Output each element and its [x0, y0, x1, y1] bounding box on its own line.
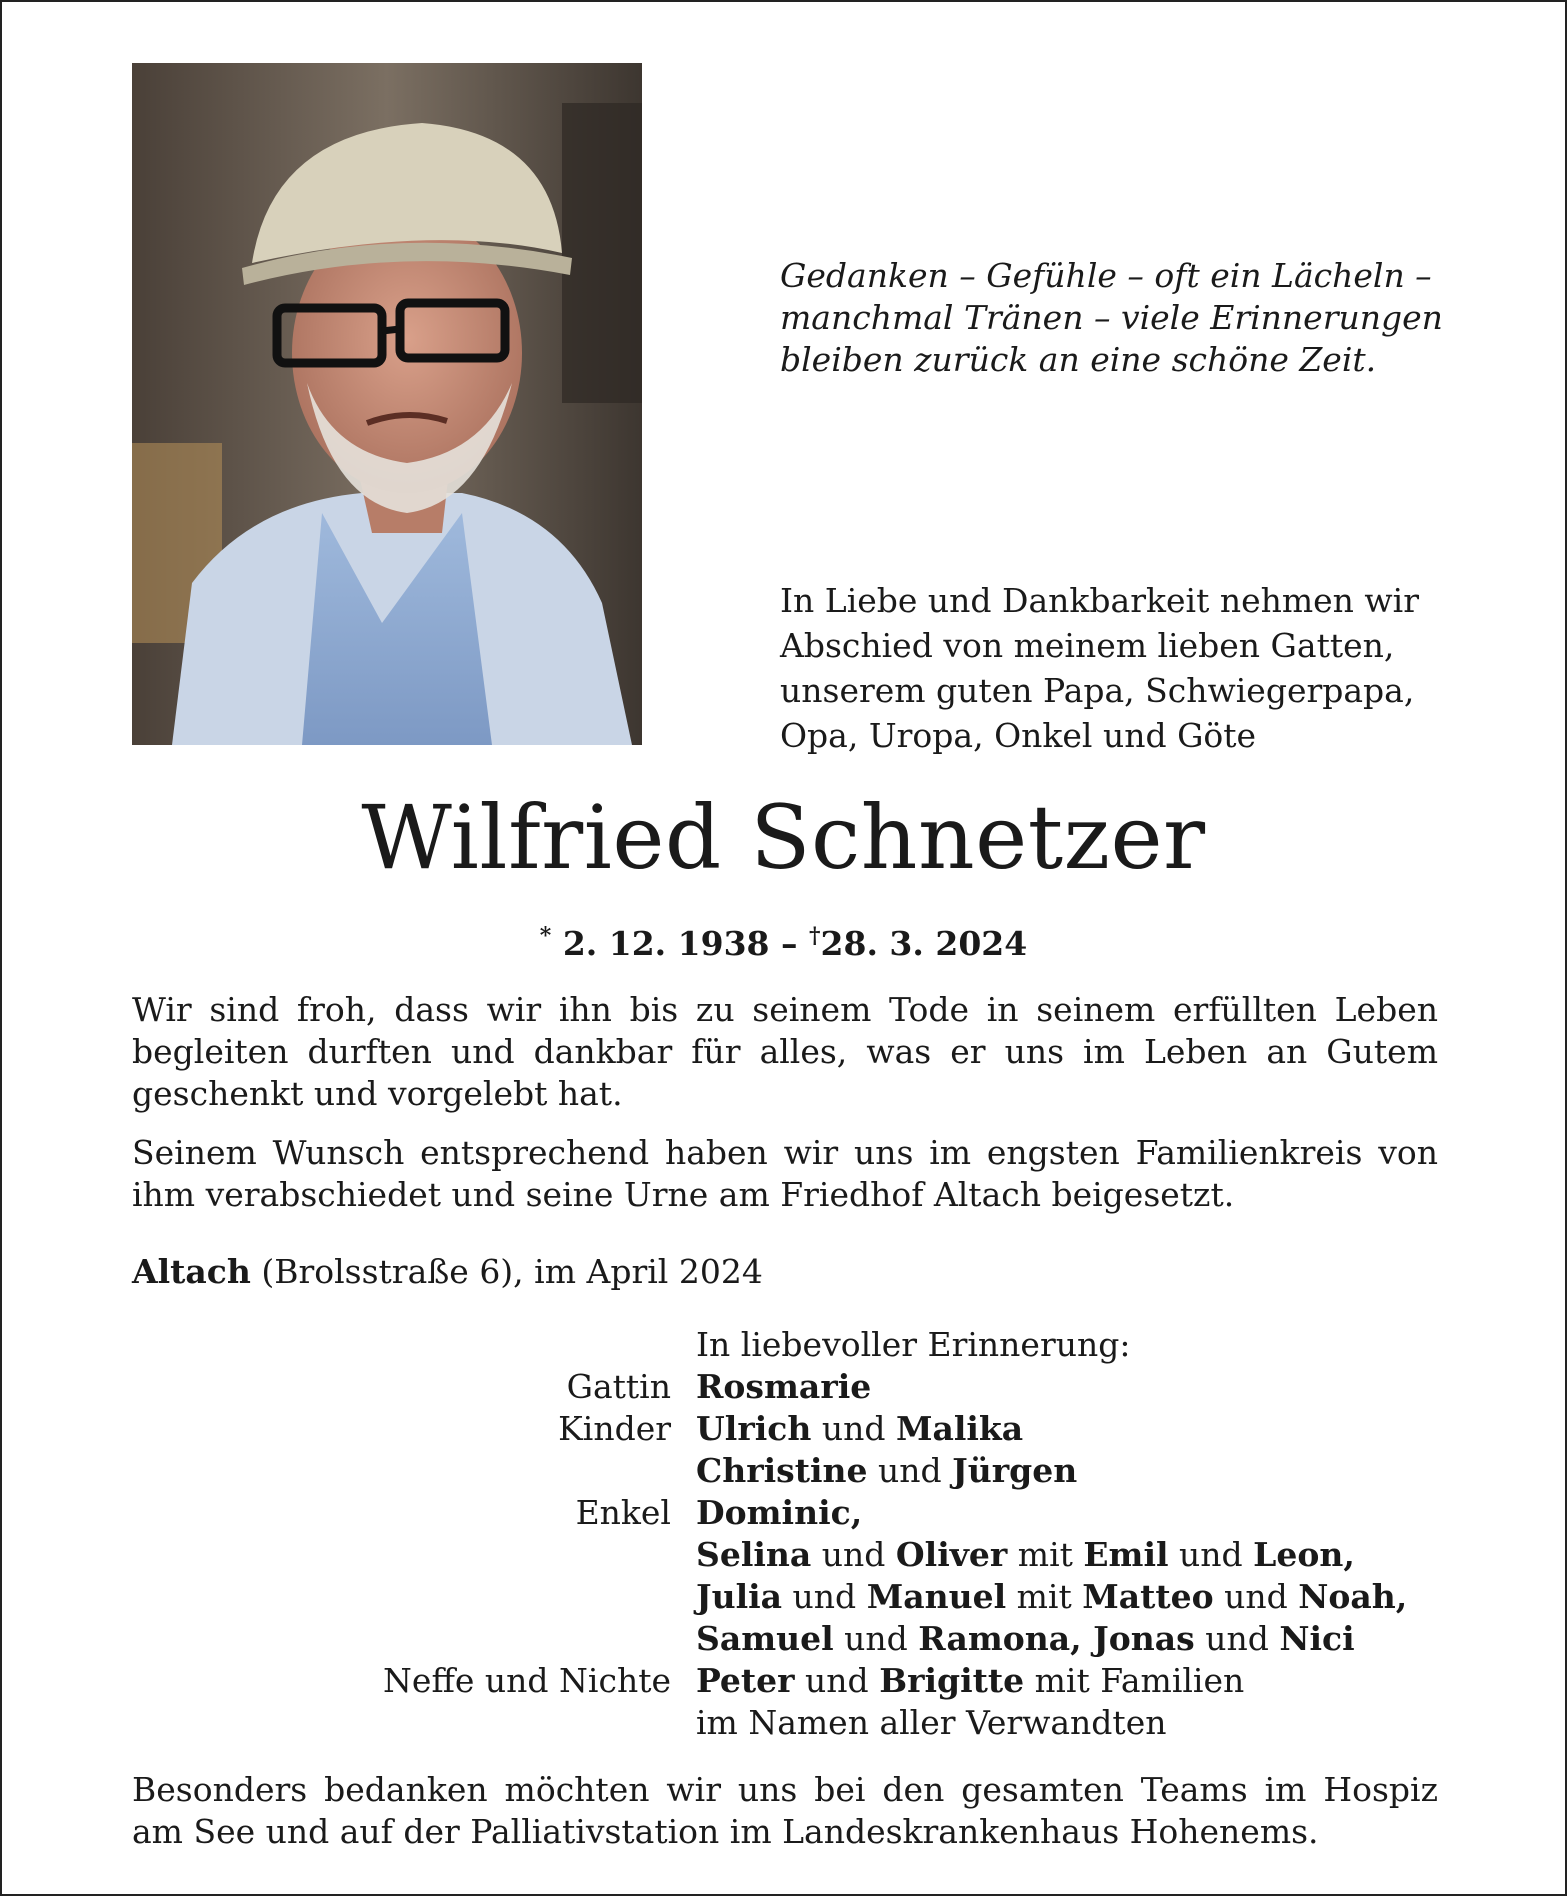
paragraph-line: Besonders bedanken möchten wir uns bei den gesamten Teams im Hospiz — [132, 1770, 1438, 1809]
paragraph-line: Wir sind froh, dass wir ihn bis zu seinem Tode in seinem erfüllten Leben — [132, 990, 1438, 1029]
mourner-names: Peter und Brigitte mit Familien — [696, 1661, 1245, 1700]
mourners-intro: In liebevoller Erinnerung: — [696, 1325, 1131, 1364]
quote-line: bleiben zurück an eine schöne Zeit. — [780, 340, 1377, 379]
farewell-text — [780, 578, 1500, 758]
birth-date: 2. 12. 1938 — [562, 924, 770, 963]
farewell-line: Abschied von meinem lieben Gatten, — [780, 626, 1395, 665]
quote-line: Gedanken – Gefühle – oft ein Lächeln – — [780, 256, 1432, 295]
paragraph-line: ihm verabschiedet und seine Urne am Friedhof Altach beigesetzt. — [132, 1175, 1235, 1214]
birth-symbol: * — [539, 923, 552, 949]
mourner-row-enkel-3 — [2, 1576, 1567, 1618]
mourner-label: Kinder — [558, 1409, 671, 1448]
mourner-row-kinder-2 — [2, 1450, 1567, 1492]
portrait-photo-icon — [132, 63, 642, 745]
mourner-label: Enkel — [575, 1493, 671, 1532]
mourner-names: Julia und Manuel mit Matteo und Noah, — [696, 1577, 1408, 1616]
paragraph-line: geschenkt und vorgelebt hat. — [132, 1074, 623, 1113]
farewell-line: unserem guten Papa, Schwiegerpapa, — [780, 671, 1415, 710]
portrait-photo — [132, 63, 642, 745]
mourner-names: Christine und Jürgen — [696, 1451, 1078, 1490]
mourner-names: Dominic, — [696, 1493, 863, 1532]
paragraph-line: am See und auf der Palliativstation im Landeskrankenhaus Hohenems. — [132, 1812, 1319, 1851]
deceased-name: Wilfried Schnetzer — [361, 786, 1206, 889]
mourner-row-enkel — [2, 1492, 1567, 1534]
mourner-names: Rosmarie — [696, 1367, 872, 1406]
mourner-label: Neffe und Nichte — [383, 1661, 671, 1700]
farewell-line: In Liebe und Dankbarkeit nehmen wir — [780, 581, 1420, 620]
paragraph-gratitude — [132, 989, 1438, 1115]
mourner-row-kinder — [2, 1408, 1567, 1450]
mourner-row-verwandte — [2, 1702, 1567, 1744]
paragraph-thanks — [132, 1769, 1438, 1853]
paragraph-line: Seinem Wunsch entsprechend haben wir uns im engsten Familienkreis von — [132, 1133, 1438, 1172]
quote-line: manchmal Tränen – viele Erinnerungen — [780, 298, 1443, 337]
life-dates — [2, 916, 1565, 964]
mourner-names: Samuel und Ramona, Jonas und Nici — [696, 1619, 1355, 1658]
mourner-names: Ulrich und Malika — [696, 1409, 1024, 1448]
paragraph-line: begleiten durften und dankbar für alles, was er uns im Leben an Gutem — [132, 1032, 1438, 1071]
place-date — [132, 1251, 763, 1293]
mourner-row-enkel-2 — [2, 1534, 1567, 1576]
date-separator: – — [781, 924, 798, 963]
death-symbol: † — [809, 923, 821, 949]
farewell-line: Opa, Uropa, Onkel und Göte — [780, 716, 1257, 755]
mourner-row-gattin — [2, 1366, 1567, 1408]
death-date: 28. 3. 2024 — [820, 924, 1028, 963]
mourner-label: Gattin — [566, 1367, 671, 1406]
mourner-row-neffe — [2, 1660, 1567, 1702]
place-address: (Brolsstraße 6), im April 2024 — [250, 1252, 763, 1291]
place-town: Altach — [132, 1252, 251, 1291]
paragraph-funeral — [132, 1132, 1438, 1216]
quote — [780, 255, 1480, 381]
mourner-names: im Namen aller Verwandten — [696, 1703, 1167, 1742]
mourner-row-enkel-4 — [2, 1618, 1567, 1660]
mourner-names: Selina und Oliver mit Emil und Leon, — [696, 1535, 1355, 1574]
